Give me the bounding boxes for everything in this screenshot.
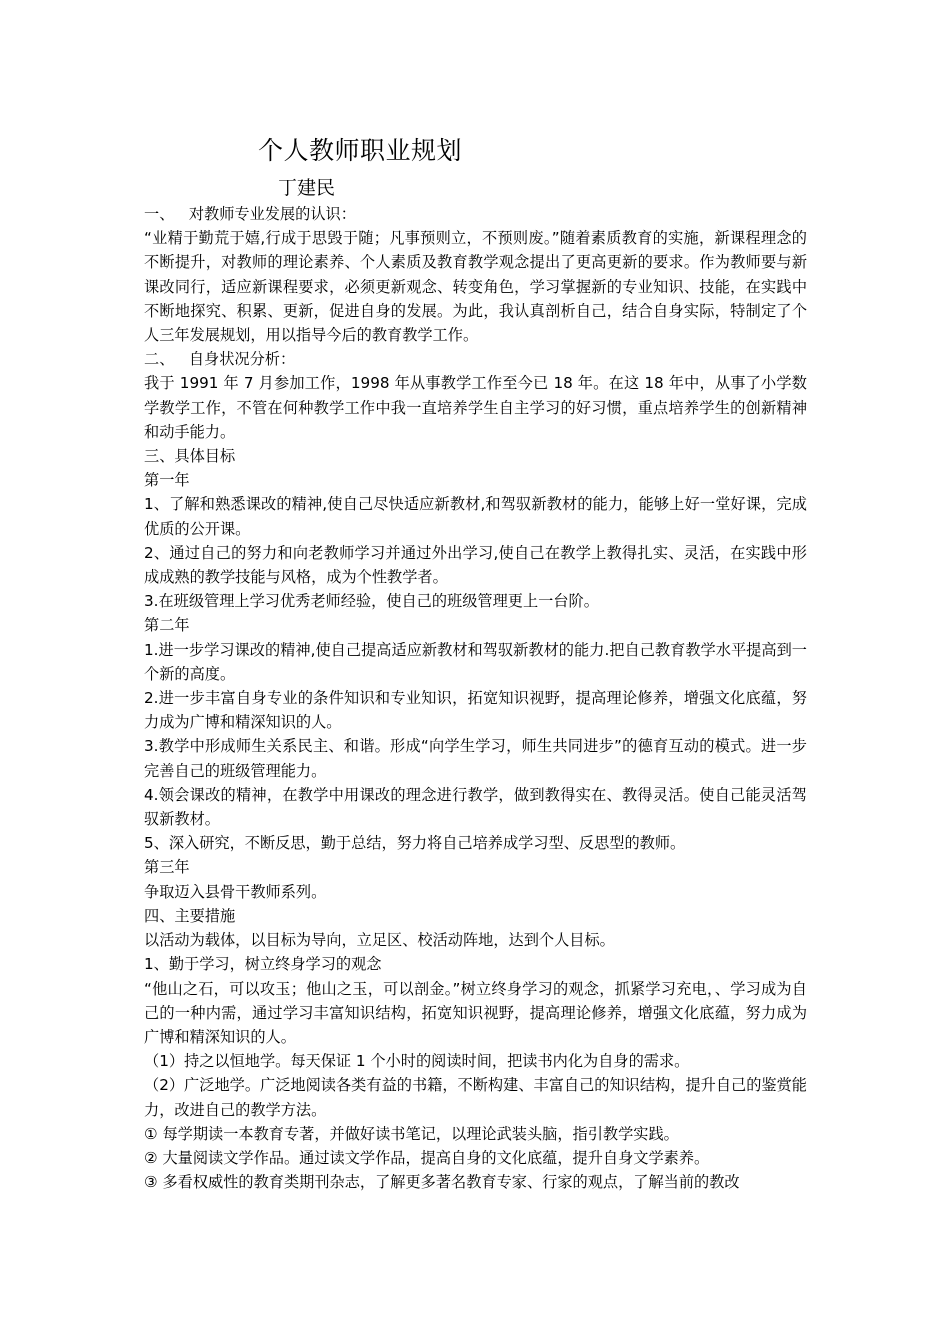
- list-item: ③ 多看权威性的教育类期刊杂志，了解更多著名教育专家、行家的观点，了解当前的教改: [144, 1173, 740, 1192]
- section-heading: 四、主要措施: [144, 906, 236, 925]
- list-item: （2）广泛地学。广泛地阅读各类有益的书籍，不断构建、丰富自己的知识结构，提升自己的鉴赏能力，改进自己的教学方法。: [144, 1076, 807, 1119]
- paragraph: “业精于勤荒于嬉,行成于思毁于随；凡事预则立，不预则废。”随着素质教育的实施，新课程理念的不断提升，对教师的理论素养、个人素质及教育教学观念提出了更高更新的要求。作为教师要与新课改同行，适应新课程要求，必须更新观念、转变角色，学习掌握新的专业知识、技能，在实践中不断地探究、积累、更新，促进自身的发展。为此，我认真剖析自己，结合自身实际，特制定了个人三年发展规划，用以指导今后的教育教学工作。: [144, 229, 807, 345]
- list-item: ② 大量阅读文学作品。通过读文学作品，提高自身的文化底蕴，提升自身文学素养。: [144, 1148, 710, 1167]
- subsection-heading: 第三年: [144, 858, 190, 877]
- list-item: 2、通过自己的努力和向老教师学习并通过外出学习,使自己在教学上教得扎实、灵活，在实践中形成成熟的教学技能与风格，成为个性教学者。: [144, 543, 807, 587]
- list-item: 4.领会课改的精神，在教学中用课改的理念进行教学，做到教得实在、教得灵活。使自己能灵活驾驭新教材。: [144, 785, 807, 829]
- document-author: 丁建民: [278, 177, 336, 199]
- list-item: 2.进一步丰富自身专业的条件知识和专业知识，拓宽知识视野，提高理论修养，增强文化底蕴，努力成为广博和精深知识的人。: [144, 689, 807, 732]
- paragraph: “他山之石，可以攻玉；他山之玉，可以剖金。”树立终身学习的观念，抓紧学习充电，、学习成为自己的一种内需，通过学习丰富知识结构，拓宽知识视野，提高理论修养，增强文化底蕴，努力成为广博和精深知识的人。: [144, 979, 807, 1046]
- list-item: 3.教学中形成师生关系民主、和谐。形成“向学生学习，师生共同进步”的德育互动的模式。进一步完善自己的班级管理能力。: [144, 737, 807, 780]
- section-heading: 三、具体目标: [144, 447, 236, 466]
- paragraph: 我于 1991 年 7 月参加工作，1998 年从事教学工作至今已 18 年。在这 18 年中，从事了小学数学教学工作，不管在何种教学工作中我一直培养学生自主学习的好习惯，重点培养学生的创新精神和动手能力。: [144, 374, 807, 441]
- list-item: 5、深入研究，不断反思，勤于总结，努力将自己培养成学习型、反思型的教师。: [144, 834, 686, 853]
- subsection-heading: 第二年: [144, 616, 190, 635]
- list-item: 3.在班级管理上学习优秀老师经验，使自己的班级管理更上一台阶。: [144, 592, 599, 611]
- subsection-heading: 第一年: [144, 471, 190, 490]
- list-item: （1）持之以恒地学。每天保证 1 个小时的阅读时间，把读书内化为自身的需求。: [144, 1052, 690, 1071]
- section-heading: 一、 对教师专业发展的认识：: [144, 205, 356, 223]
- list-item: 1.进一步学习课改的精神,使自己提高适应新教材和驾驭新教材的能力.把自己教育教学水平提高到一个新的高度。: [144, 640, 807, 683]
- section-heading: 二、 自身状况分析：: [144, 350, 296, 369]
- list-item: 1、了解和熟悉课改的精神,使自己尽快适应新教材,和驾驭新教材的能力，能够上好一堂好课，完成优质的公开课。: [144, 495, 807, 538]
- document-title: 个人教师职业规划: [258, 136, 463, 165]
- paragraph: 以活动为载体，以目标为导向，立足区、校活动阵地，达到个人目标。: [144, 931, 615, 950]
- document-body: [144, 202, 807, 1194]
- paragraph: 争取迈入县骨干教师系列。: [144, 882, 327, 901]
- list-item: ① 每学期读一本教育专著，并做好读书笔记，以理论武装头脑，指引教学实践。: [144, 1124, 679, 1143]
- subsection-heading: 1、勤于学习，树立终身学习的观念: [144, 955, 382, 974]
